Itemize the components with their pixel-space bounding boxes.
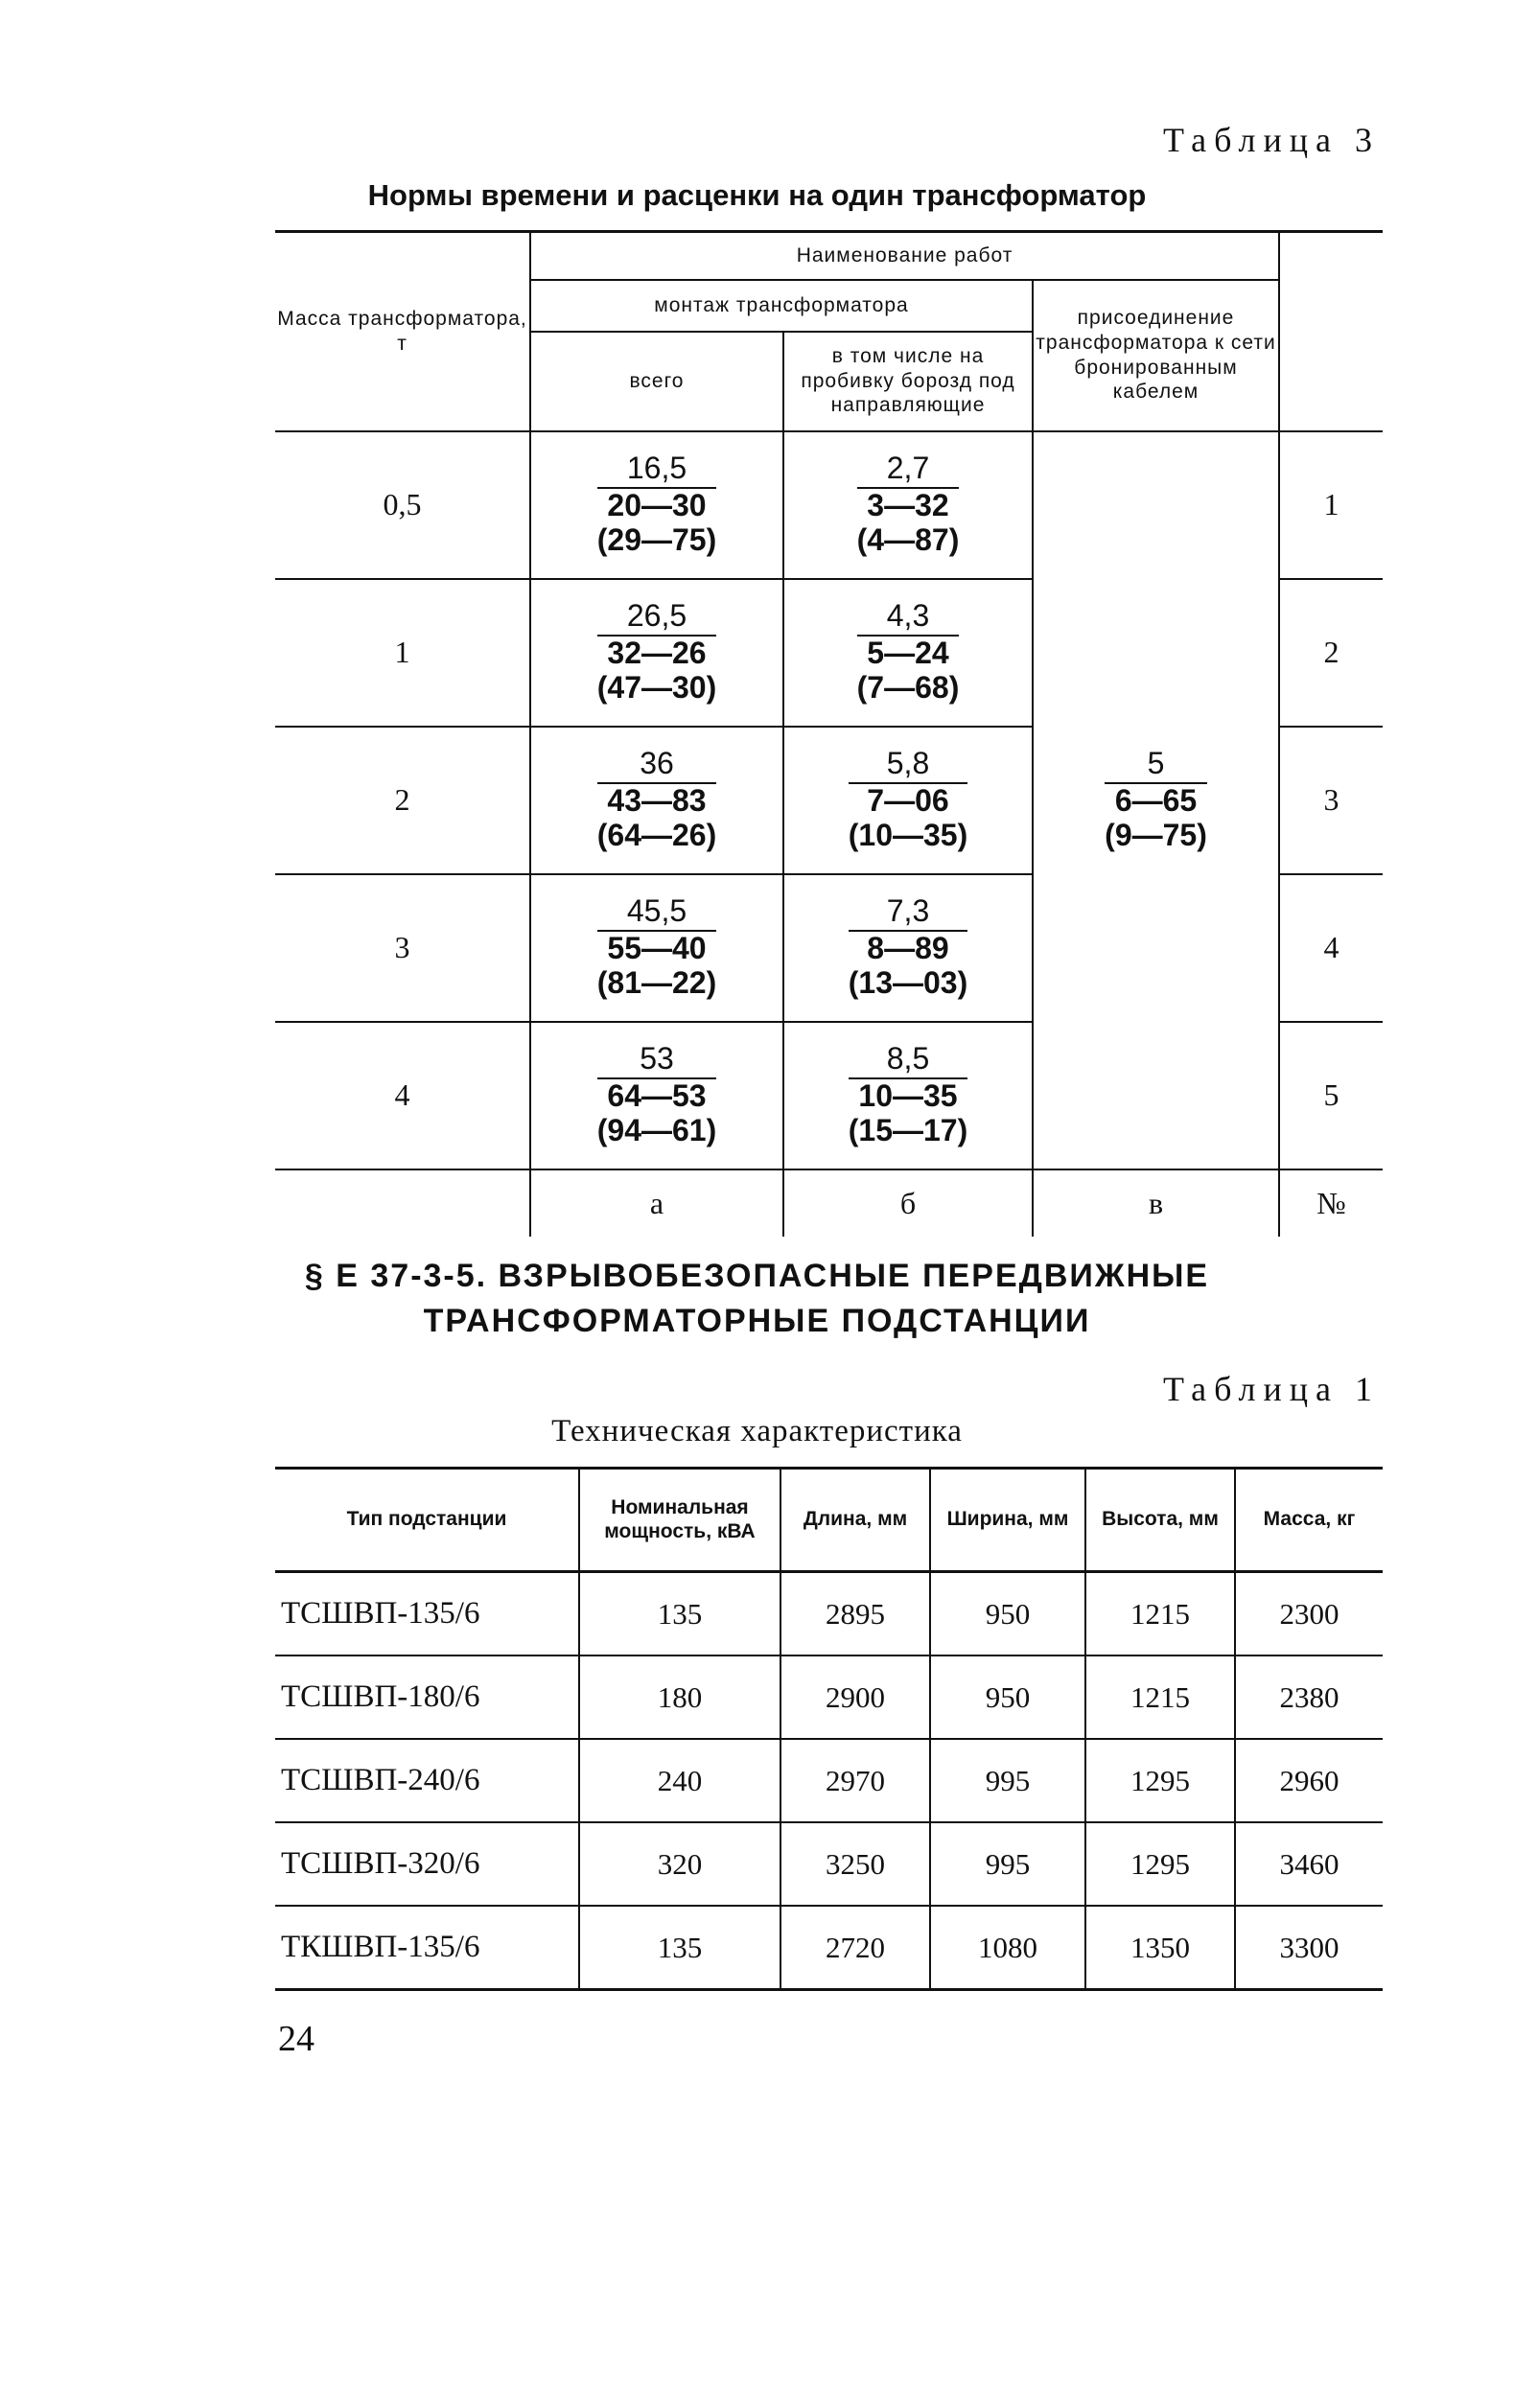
footer-col-a: а bbox=[530, 1169, 783, 1237]
column-header: Длина, мм bbox=[780, 1469, 930, 1572]
table-1-label: Таблица 1 bbox=[1163, 1370, 1380, 1408]
header-work-name: Наименование работ bbox=[530, 232, 1279, 280]
rate-value: 55—40 bbox=[607, 931, 707, 966]
cell: 240 bbox=[579, 1739, 780, 1822]
rate-alt: (64—26) bbox=[596, 817, 717, 852]
table-3 bbox=[275, 230, 1383, 1237]
cell: ТСШВП-180/6 bbox=[275, 1656, 579, 1739]
total-cell bbox=[530, 1022, 783, 1169]
footer-blank bbox=[275, 1169, 530, 1237]
norm-time: 4,3 bbox=[857, 599, 960, 637]
cell: 3300 bbox=[1235, 1906, 1383, 1990]
mass-cell: 1 bbox=[275, 579, 530, 727]
cell: 135 bbox=[579, 1906, 780, 1990]
cell: 995 bbox=[930, 1739, 1085, 1822]
groove-cell bbox=[783, 579, 1033, 727]
column-header: Масса, кг bbox=[1235, 1469, 1383, 1572]
norm-time: 16,5 bbox=[597, 452, 717, 489]
rate-alt: (29—75) bbox=[596, 521, 717, 557]
footer-col-b: б bbox=[783, 1169, 1033, 1237]
rate-alt: (7—68) bbox=[856, 669, 960, 705]
section-heading-line1: § Е 37-3-5. ВЗРЫВОБЕЗОПАСНЫЕ ПЕРЕДВИЖНЫЕ bbox=[304, 1258, 1210, 1294]
mass-cell: 3 bbox=[275, 874, 530, 1022]
cell: 950 bbox=[930, 1656, 1085, 1739]
norm-time: 5 bbox=[1105, 747, 1207, 784]
cell: 320 bbox=[579, 1822, 780, 1906]
cell: 3460 bbox=[1235, 1822, 1383, 1906]
cell: 1295 bbox=[1085, 1822, 1235, 1906]
rate-alt: (4—87) bbox=[856, 521, 960, 557]
cell: 2960 bbox=[1235, 1739, 1383, 1822]
rate-value: 32—26 bbox=[607, 636, 707, 671]
mass-cell: 4 bbox=[275, 1022, 530, 1169]
table-1 bbox=[275, 1467, 1383, 1991]
cell: 995 bbox=[930, 1822, 1085, 1906]
rate-value: 7—06 bbox=[867, 783, 949, 819]
rate-alt: (15—17) bbox=[848, 1112, 968, 1147]
table-1-title: Техническая характеристика bbox=[551, 1414, 963, 1448]
row-number: 5 bbox=[1279, 1022, 1383, 1169]
footer-num: № bbox=[1316, 1185, 1346, 1220]
cell: 950 bbox=[930, 1572, 1085, 1656]
norm-time: 2,7 bbox=[857, 452, 960, 489]
total-cell bbox=[530, 874, 783, 1022]
rate-value: 8—89 bbox=[867, 931, 949, 966]
groove-cell bbox=[783, 874, 1033, 1022]
cell: ТСШВП-240/6 bbox=[275, 1739, 579, 1822]
cell: ТКШВП-135/6 bbox=[275, 1906, 579, 1990]
table-row bbox=[275, 1906, 1383, 1990]
mass-cell: 0,5 bbox=[275, 431, 530, 579]
norm-time: 45,5 bbox=[597, 894, 717, 932]
table-row bbox=[275, 1656, 1383, 1739]
rate-value: 64—53 bbox=[607, 1078, 707, 1114]
cell: 2300 bbox=[1235, 1572, 1383, 1656]
cell: 3250 bbox=[780, 1822, 930, 1906]
table-header-row bbox=[275, 1469, 1383, 1572]
cell: 1350 bbox=[1085, 1906, 1235, 1990]
header-num-blank bbox=[1279, 232, 1383, 431]
groove-cell bbox=[783, 1022, 1033, 1169]
mass-cell: 2 bbox=[275, 727, 530, 874]
row-number: 3 bbox=[1279, 727, 1383, 874]
footer-col-c: в bbox=[1033, 1169, 1279, 1237]
cell: 2720 bbox=[780, 1906, 930, 1990]
cell: 1080 bbox=[930, 1906, 1085, 1990]
norm-time: 26,5 bbox=[597, 599, 717, 637]
rate-value: 3—32 bbox=[867, 488, 949, 523]
cell: 1295 bbox=[1085, 1739, 1235, 1822]
rate-value: 20—30 bbox=[607, 488, 707, 523]
table-3-label: Таблица 3 bbox=[1163, 121, 1380, 159]
table-row bbox=[275, 1572, 1383, 1656]
cell: 2970 bbox=[780, 1739, 930, 1822]
column-header: Номинальная мощность, кВА bbox=[579, 1469, 780, 1572]
column-header: Высота, мм bbox=[1085, 1469, 1235, 1572]
page-number: 24 bbox=[278, 2019, 314, 2059]
cell: 180 bbox=[579, 1656, 780, 1739]
rate-value: 10—35 bbox=[858, 1078, 958, 1114]
header-including: в том числе на пробивку борозд под направляющие bbox=[783, 332, 1033, 431]
row-number: 4 bbox=[1279, 874, 1383, 1022]
norm-time: 5,8 bbox=[849, 747, 968, 784]
cell: 2895 bbox=[780, 1572, 930, 1656]
groove-cell bbox=[783, 431, 1033, 579]
rate-alt: (94—61) bbox=[596, 1112, 717, 1147]
rate-alt: (47—30) bbox=[596, 669, 717, 705]
cell: ТСШВП-135/6 bbox=[275, 1572, 579, 1656]
cell: 1215 bbox=[1085, 1572, 1235, 1656]
cell: 1215 bbox=[1085, 1656, 1235, 1739]
norm-time: 53 bbox=[597, 1042, 717, 1079]
rate-alt: (10—35) bbox=[848, 817, 968, 852]
row-number: 2 bbox=[1279, 579, 1383, 727]
column-header: Тип подстанции bbox=[275, 1469, 579, 1572]
norm-time: 7,3 bbox=[849, 894, 968, 932]
connection-cell bbox=[1033, 431, 1279, 1169]
total-cell bbox=[530, 431, 783, 579]
rate-alt: (9—75) bbox=[1105, 817, 1207, 852]
header-mounting: монтаж трансформатора bbox=[530, 280, 1033, 332]
header-total: всего bbox=[530, 332, 783, 431]
section-heading-line2: ТРАНСФОРМАТОРНЫЕ ПОДСТАНЦИИ bbox=[423, 1302, 1091, 1339]
cell: 2380 bbox=[1235, 1656, 1383, 1739]
table-row bbox=[275, 1822, 1383, 1906]
cell: 2900 bbox=[780, 1656, 930, 1739]
rate-value: 43—83 bbox=[607, 783, 707, 819]
cell: ТСШВП-320/6 bbox=[275, 1822, 579, 1906]
rate-value: 5—24 bbox=[867, 636, 949, 671]
rate-value: 6—65 bbox=[1114, 783, 1198, 819]
total-cell bbox=[530, 579, 783, 727]
table-row bbox=[275, 1739, 1383, 1822]
table-row bbox=[275, 431, 1383, 579]
norm-time: 8,5 bbox=[849, 1042, 968, 1079]
table-footer-row bbox=[275, 1169, 1383, 1237]
rate-alt: (81—22) bbox=[596, 964, 717, 1000]
header-connection: присоединение трансформатора к сети бронированным кабелем bbox=[1033, 280, 1279, 431]
norm-time: 36 bbox=[597, 747, 717, 784]
section-heading bbox=[0, 1254, 1514, 1344]
row-number: 1 bbox=[1279, 431, 1383, 579]
groove-cell bbox=[783, 727, 1033, 874]
column-header: Ширина, мм bbox=[930, 1469, 1085, 1572]
header-mass: Масса трансформатора, т bbox=[275, 232, 530, 431]
cell: 135 bbox=[579, 1572, 780, 1656]
table-3-title: Нормы времени и расценки на один трансформатор bbox=[367, 178, 1147, 212]
rate-alt: (13—03) bbox=[848, 964, 968, 1000]
total-cell bbox=[530, 727, 783, 874]
